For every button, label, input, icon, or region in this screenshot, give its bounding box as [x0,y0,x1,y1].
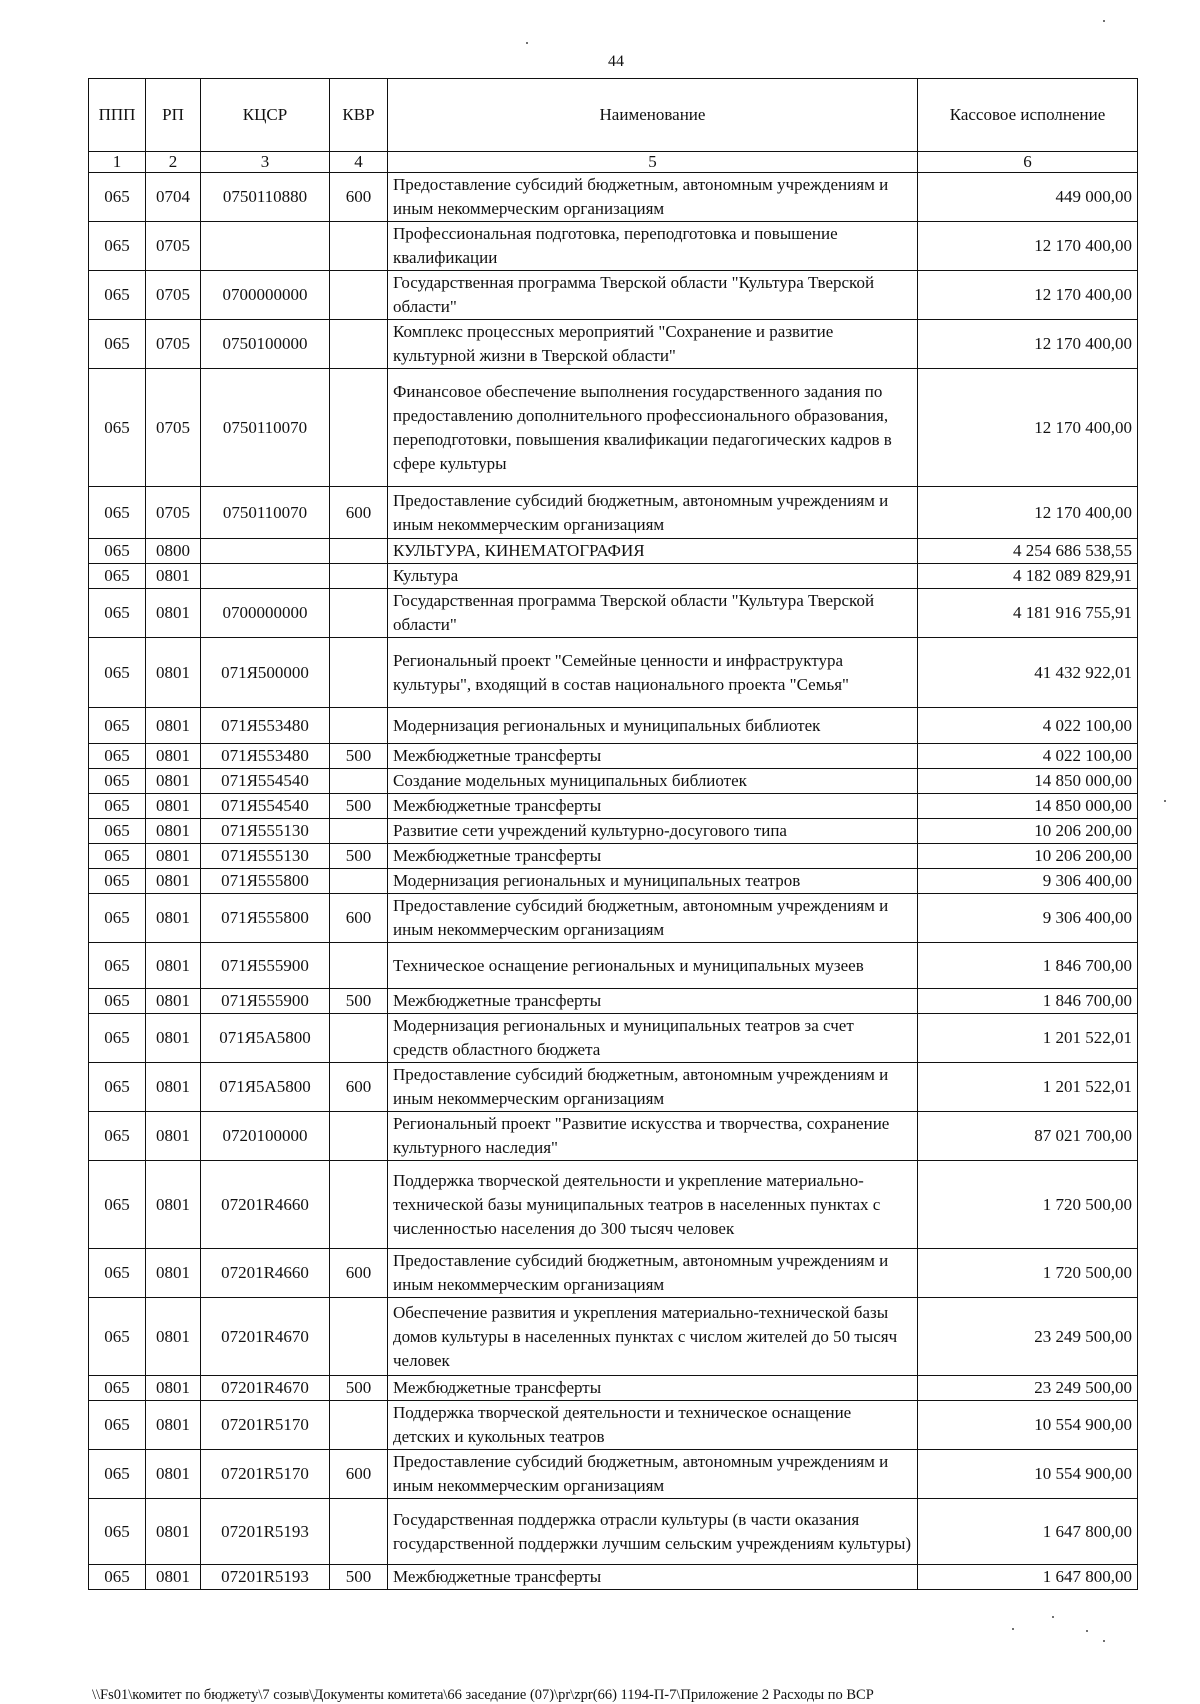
row-rp-cell: 0801 [146,844,201,869]
row-amount-cell: 14 850 000,00 [918,794,1138,819]
row-name-cell: Региональный проект "Семейные ценности и инфраструктура культуры", входящий в состав национального проекта "Семья" [388,638,918,708]
row-ppp-cell: 065 [89,794,146,819]
scan-speck [1103,20,1105,22]
row-name-cell: Профессиональная подготовка, переподготовка и повышение квалификации [388,222,918,271]
table-row [89,320,1138,369]
table-row [89,844,1138,869]
row-rp-cell: 0801 [146,1499,201,1565]
row-rp-cell: 0705 [146,487,201,539]
row-rp-cell: 0801 [146,1161,201,1249]
row-kcsr-cell: 071Я555800 [201,894,330,943]
row-rp-cell: 0801 [146,1112,201,1161]
header-amount: Кассовое исполнение [918,79,1138,152]
table-row [89,769,1138,794]
row-name-cell: Предоставление субсидий бюджетным, автономным учреждениям и иным некоммерческим организациям [388,487,918,539]
table-row [89,1161,1138,1249]
row-name-cell: Межбюджетные трансферты [388,744,918,769]
scan-speck [526,42,528,44]
row-rp-cell: 0801 [146,744,201,769]
row-kcsr-cell: 071Я5А5800 [201,1063,330,1112]
row-rp-cell: 0801 [146,708,201,744]
table-row [89,539,1138,564]
row-amount-cell: 1 647 800,00 [918,1565,1138,1590]
row-name-cell: Обеспечение развития и укрепления материально-технической базы домов культуры в населенных пунктах с числом жителей до 50 тысяч человек [388,1298,918,1376]
row-name-cell: Государственная поддержка отрасли культуры (в части оказания государственной поддержки лучшим сельским учреждениям культуры) [388,1499,918,1565]
table-row [89,869,1138,894]
row-kcsr-cell: 0750100000 [201,320,330,369]
column-number-row [89,152,1138,173]
header-kcsr: КЦСР [201,79,330,152]
row-ppp-cell: 065 [89,589,146,638]
scan-speck [1164,800,1166,802]
row-kvr-cell: 600 [330,1450,388,1499]
row-name-cell: Поддержка творческой деятельности и укрепление материально-технической базы муниципальных театров в населенных пунктах с численностью населения до 300 тысяч человек [388,1161,918,1249]
row-amount-cell: 14 850 000,00 [918,769,1138,794]
row-ppp-cell: 065 [89,1161,146,1249]
row-name-cell: Создание модельных муниципальных библиотек [388,769,918,794]
row-rp-cell: 0801 [146,1565,201,1590]
row-rp-cell: 0801 [146,589,201,638]
row-kcsr-cell: 071Я5А5800 [201,1014,330,1063]
row-rp-cell: 0801 [146,564,201,589]
row-rp-cell: 0801 [146,1014,201,1063]
row-kcsr-cell: 07201R5193 [201,1565,330,1590]
row-rp-cell: 0801 [146,1063,201,1112]
scan-speck [1012,1628,1014,1630]
table-row [89,271,1138,320]
table-row [89,1376,1138,1401]
row-kcsr-cell: 0700000000 [201,271,330,320]
row-ppp-cell: 065 [89,1298,146,1376]
row-amount-cell: 1 846 700,00 [918,989,1138,1014]
row-rp-cell: 0801 [146,989,201,1014]
row-kcsr-cell: 071Я555130 [201,844,330,869]
row-kvr-cell: 500 [330,1376,388,1401]
row-kvr-cell: 500 [330,844,388,869]
row-kcsr-cell: 071Я555900 [201,943,330,989]
row-kvr-cell [330,708,388,744]
row-kcsr-cell: 0700000000 [201,589,330,638]
row-ppp-cell: 065 [89,1499,146,1565]
row-ppp-cell: 065 [89,769,146,794]
row-ppp-cell: 065 [89,869,146,894]
row-amount-cell: 4 022 100,00 [918,744,1138,769]
row-amount-cell: 12 170 400,00 [918,487,1138,539]
row-amount-cell: 41 432 922,01 [918,638,1138,708]
row-name-cell: Предоставление субсидий бюджетным, автономным учреждениям и иным некоммерческим организациям [388,173,918,222]
row-ppp-cell: 065 [89,1014,146,1063]
row-ppp-cell: 065 [89,369,146,487]
row-ppp-cell: 065 [89,844,146,869]
row-amount-cell: 1 201 522,01 [918,1014,1138,1063]
row-name-cell: Культура [388,564,918,589]
row-name-cell: КУЛЬТУРА, КИНЕМАТОГРАФИЯ [388,539,918,564]
table-row [89,1249,1138,1298]
row-ppp-cell: 065 [89,638,146,708]
row-amount-cell: 4 254 686 538,55 [918,539,1138,564]
row-amount-cell: 10 206 200,00 [918,844,1138,869]
table-body [89,173,1138,1590]
row-amount-cell: 4 182 089 829,91 [918,564,1138,589]
row-kvr-cell [330,638,388,708]
table-row [89,1499,1138,1565]
row-kcsr-cell: 071Я555900 [201,989,330,1014]
row-name-cell: Техническое оснащение региональных и муниципальных музеев [388,943,918,989]
row-amount-cell: 87 021 700,00 [918,1112,1138,1161]
row-name-cell: Межбюджетные трансферты [388,844,918,869]
table-row [89,1014,1138,1063]
row-kcsr-cell: 0750110070 [201,369,330,487]
row-kcsr-cell: 071Я554540 [201,769,330,794]
row-rp-cell: 0801 [146,794,201,819]
row-ppp-cell: 065 [89,222,146,271]
row-kvr-cell [330,589,388,638]
table-row [89,1565,1138,1590]
column-number: 2 [146,152,201,173]
row-amount-cell: 23 249 500,00 [918,1376,1138,1401]
row-amount-cell: 10 554 900,00 [918,1401,1138,1450]
row-kvr-cell: 500 [330,1565,388,1590]
row-kcsr-cell: 07201R4670 [201,1298,330,1376]
row-kvr-cell [330,1014,388,1063]
row-kvr-cell [330,1112,388,1161]
row-kcsr-cell: 0750110880 [201,173,330,222]
row-ppp-cell: 065 [89,320,146,369]
row-rp-cell: 0801 [146,1450,201,1499]
row-kcsr-cell: 071Я555800 [201,869,330,894]
row-rp-cell: 0705 [146,369,201,487]
row-kcsr-cell: 07201R4660 [201,1161,330,1249]
row-rp-cell: 0801 [146,638,201,708]
row-ppp-cell: 065 [89,819,146,844]
row-name-cell: Региональный проект "Развитие искусства и творчества, сохранение культурного наследия" [388,1112,918,1161]
row-amount-cell: 1 846 700,00 [918,943,1138,989]
scan-speck [1103,1640,1105,1642]
header-kvr: КВР [330,79,388,152]
row-amount-cell: 4 022 100,00 [918,708,1138,744]
row-amount-cell: 12 170 400,00 [918,320,1138,369]
row-amount-cell: 12 170 400,00 [918,222,1138,271]
row-rp-cell: 0801 [146,819,201,844]
row-kvr-cell: 500 [330,794,388,819]
row-amount-cell: 10 206 200,00 [918,819,1138,844]
row-name-cell: Модернизация региональных и муниципальных театров [388,869,918,894]
row-name-cell: Государственная программа Тверской области "Культура Тверской области" [388,271,918,320]
row-name-cell: Поддержка творческой деятельности и техническое оснащение детских и кукольных театров [388,1401,918,1450]
row-kcsr-cell: 071Я553480 [201,708,330,744]
row-ppp-cell: 065 [89,708,146,744]
row-kvr-cell [330,564,388,589]
row-rp-cell: 0800 [146,539,201,564]
row-name-cell: Предоставление субсидий бюджетным, автономным учреждениям и иным некоммерческим организациям [388,894,918,943]
row-kcsr-cell: 07201R5170 [201,1450,330,1499]
row-ppp-cell: 065 [89,271,146,320]
header-name: Наименование [388,79,918,152]
column-number: 5 [388,152,918,173]
row-amount-cell: 9 306 400,00 [918,869,1138,894]
row-kcsr-cell: 0750110070 [201,487,330,539]
table-row [89,989,1138,1014]
table-row [89,564,1138,589]
row-rp-cell: 0801 [146,1249,201,1298]
header-rp: РП [146,79,201,152]
row-rp-cell: 0801 [146,769,201,794]
row-kvr-cell [330,1401,388,1450]
table-row [89,589,1138,638]
table-row [89,222,1138,271]
row-kvr-cell [330,943,388,989]
row-kcsr-cell: 07201R5170 [201,1401,330,1450]
row-rp-cell: 0801 [146,943,201,989]
row-amount-cell: 4 181 916 755,91 [918,589,1138,638]
table-row [89,487,1138,539]
row-rp-cell: 0705 [146,271,201,320]
table-row [89,708,1138,744]
row-amount-cell: 1 647 800,00 [918,1499,1138,1565]
row-rp-cell: 0801 [146,869,201,894]
row-rp-cell: 0801 [146,1401,201,1450]
row-amount-cell: 1 720 500,00 [918,1161,1138,1249]
row-ppp-cell: 065 [89,1565,146,1590]
row-kvr-cell: 600 [330,1249,388,1298]
row-amount-cell: 1 720 500,00 [918,1249,1138,1298]
row-kvr-cell: 600 [330,894,388,943]
row-ppp-cell: 065 [89,487,146,539]
row-kvr-cell [330,1161,388,1249]
row-rp-cell: 0704 [146,173,201,222]
row-kcsr-cell: 071Я500000 [201,638,330,708]
row-kvr-cell: 600 [330,1063,388,1112]
row-ppp-cell: 065 [89,173,146,222]
row-name-cell: Комплекс процессных мероприятий "Сохранение и развитие культурной жизни в Тверской области" [388,320,918,369]
row-kcsr-cell: 07201R4660 [201,1249,330,1298]
row-rp-cell: 0801 [146,1298,201,1376]
row-ppp-cell: 065 [89,744,146,769]
row-kvr-cell [330,769,388,794]
table-row [89,173,1138,222]
table-row [89,819,1138,844]
column-number: 4 [330,152,388,173]
row-kvr-cell [330,320,388,369]
row-kcsr-cell: 071Я553480 [201,744,330,769]
row-kvr-cell [330,1298,388,1376]
row-rp-cell: 0801 [146,894,201,943]
row-kvr-cell [330,539,388,564]
row-kvr-cell: 500 [330,989,388,1014]
footer-file-path: \\Fs01\комитет по бюджету\7 созыв\Документы комитета\66 заседание (07)\pr\zpr(66) 1194-П-7\Приложение 2 Расходы по ВСР [92,1687,874,1703]
row-name-cell: Модернизация региональных и муниципальных театров за счет средств областного бюджета [388,1014,918,1063]
row-kvr-cell: 500 [330,744,388,769]
row-kcsr-cell: 07201R5193 [201,1499,330,1565]
row-kcsr-cell [201,539,330,564]
row-kcsr-cell: 071Я554540 [201,794,330,819]
row-amount-cell: 23 249 500,00 [918,1298,1138,1376]
row-name-cell: Развитие сети учреждений культурно-досугового типа [388,819,918,844]
budget-table [88,78,1138,1590]
row-kvr-cell: 600 [330,487,388,539]
row-name-cell: Финансовое обеспечение выполнения государственного задания по предоставлению дополнительного профессионального образования, переподготовки, повышения квалификации педагогических кадров в сфере культуры [388,369,918,487]
header-row [89,79,1138,152]
table-row [89,794,1138,819]
row-kvr-cell [330,1499,388,1565]
row-amount-cell: 9 306 400,00 [918,894,1138,943]
table-row [89,638,1138,708]
row-ppp-cell: 065 [89,1401,146,1450]
row-amount-cell: 1 201 522,01 [918,1063,1138,1112]
row-ppp-cell: 065 [89,564,146,589]
table-row [89,1298,1138,1376]
row-kcsr-cell: 071Я555130 [201,819,330,844]
row-ppp-cell: 065 [89,894,146,943]
table-row [89,744,1138,769]
row-ppp-cell: 065 [89,1376,146,1401]
row-name-cell: Межбюджетные трансферты [388,1565,918,1590]
row-ppp-cell: 065 [89,1249,146,1298]
row-rp-cell: 0801 [146,1376,201,1401]
row-amount-cell: 449 000,00 [918,173,1138,222]
table-row [89,1401,1138,1450]
row-kvr-cell: 600 [330,173,388,222]
column-number: 3 [201,152,330,173]
row-amount-cell: 12 170 400,00 [918,369,1138,487]
row-name-cell: Предоставление субсидий бюджетным, автономным учреждениям и иным некоммерческим организациям [388,1249,918,1298]
column-number: 1 [89,152,146,173]
row-ppp-cell: 065 [89,943,146,989]
row-kcsr-cell: 0720100000 [201,1112,330,1161]
row-name-cell: Модернизация региональных и муниципальных библиотек [388,708,918,744]
row-kvr-cell [330,369,388,487]
row-rp-cell: 0705 [146,320,201,369]
scan-speck [1086,1630,1088,1632]
table-row [89,943,1138,989]
row-name-cell: Предоставление субсидий бюджетным, автономным учреждениям и иным некоммерческим организациям [388,1450,918,1499]
row-ppp-cell: 065 [89,539,146,564]
row-ppp-cell: 065 [89,1450,146,1499]
row-kvr-cell [330,271,388,320]
scan-speck [1052,1616,1054,1618]
row-rp-cell: 0705 [146,222,201,271]
row-kvr-cell [330,819,388,844]
page-number: 44 [608,53,624,70]
table-row [89,1450,1138,1499]
column-number: 6 [918,152,1138,173]
row-kcsr-cell [201,564,330,589]
row-name-cell: Межбюджетные трансферты [388,1376,918,1401]
row-kvr-cell [330,869,388,894]
row-ppp-cell: 065 [89,1112,146,1161]
table-row [89,369,1138,487]
row-name-cell: Межбюджетные трансферты [388,794,918,819]
row-name-cell: Государственная программа Тверской области "Культура Тверской области" [388,589,918,638]
row-ppp-cell: 065 [89,989,146,1014]
row-amount-cell: 10 554 900,00 [918,1450,1138,1499]
row-kcsr-cell [201,222,330,271]
row-ppp-cell: 065 [89,1063,146,1112]
row-name-cell: Предоставление субсидий бюджетным, автономным учреждениям и иным некоммерческим организациям [388,1063,918,1112]
table-row [89,894,1138,943]
header-ppp: ППП [89,79,146,152]
row-amount-cell: 12 170 400,00 [918,271,1138,320]
row-name-cell: Межбюджетные трансферты [388,989,918,1014]
row-kcsr-cell: 07201R4670 [201,1376,330,1401]
table-row [89,1063,1138,1112]
table-row [89,1112,1138,1161]
row-kvr-cell [330,222,388,271]
